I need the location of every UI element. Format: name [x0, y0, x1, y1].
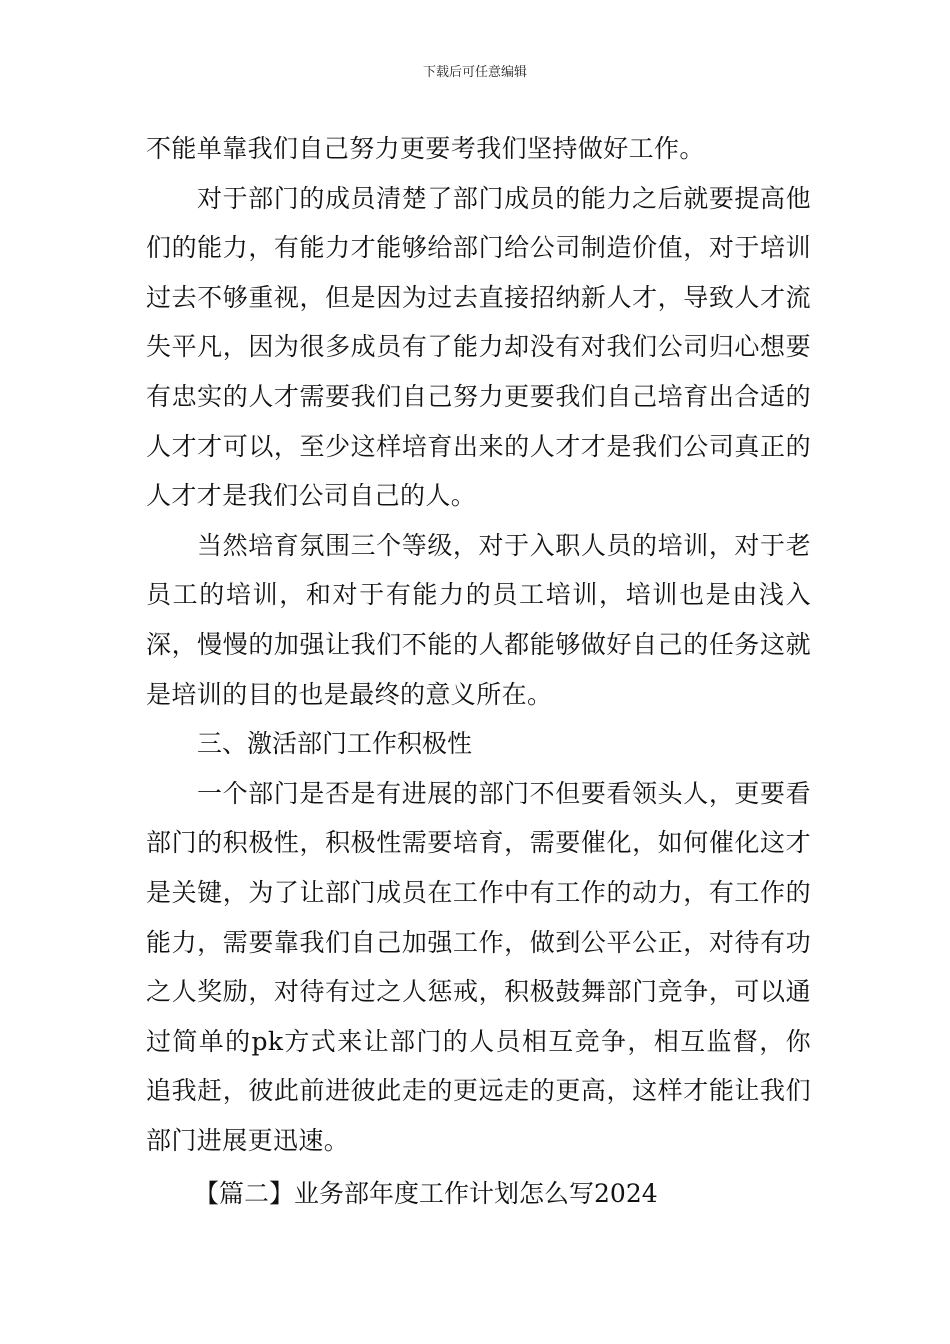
paragraph-department-enthusiasm: 一个部门是否是有进展的部门不但要看领头人，更要看部门的积极性，积极性需要培育，需要催化，如何催化这才是关键，为了让部门成员在工作中有工作的动力，有工作的能力，需要靠我们自己加强工作，做到公平公正，对待有功之人奖励，对待有过之人惩戒，积极鼓舞部门竞争，可以通过简单的pk方式来让部门的人员相互竞争，相互监督，你追我赶，彼此前进彼此走的更远走的更高，这样才能让我们部门进展更迅速。 [146, 778, 811, 1155]
document-body [146, 124, 811, 1219]
paragraph-continuation: 不能单靠我们自己努力更要考我们坚持做好工作。 [146, 134, 705, 163]
page-header: 下载后可任意编辑 [422, 65, 527, 80]
paragraph-member-training: 对于部门的成员清楚了部门成员的能力之后就要提高他们的能力，有能力才能够给部门给公司制造价值，对于培训过去不够重视，但是因为过去直接招纳新人才，导致人才流失平凡，因为很多成员有了能力却没有对我们公司归心想要有忠实的人才需要我们自己努力更要我们自己培育出合适的人才才可以，至少这样培育出来的人才才是我们公司真正的人才才是我们公司自己的人。 [146, 183, 811, 511]
section-heading-activate-enthusiasm: 三、激活部门工作积极性 [197, 729, 473, 759]
paragraph-training-levels: 当然培育氛围三个等级，对于入职人员的培训，对于老员工的培训，和对于有能力的员工培训，培训也是由浅入深，慢慢的加强让我们不能的人都能够做好自己的任务这就是培训的目的也是最终的意义所在。 [146, 530, 811, 709]
chapter-title-part-two: 【篇二】业务部年度工作计划怎么写2024 [194, 1179, 658, 1209]
